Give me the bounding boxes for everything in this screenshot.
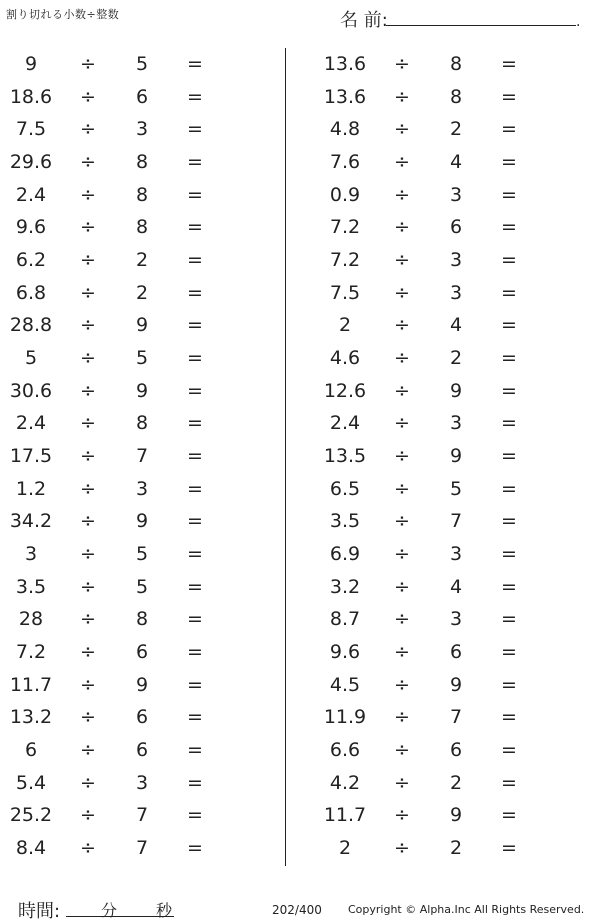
divisor: 6 <box>135 85 149 108</box>
dividend: 5.4 <box>15 771 47 794</box>
divisor: 2 <box>449 347 463 370</box>
divisor: 3 <box>135 771 149 794</box>
divide-sign: ÷ <box>80 771 96 794</box>
divisor: 5 <box>135 575 149 598</box>
dividend: 3.2 <box>329 575 361 598</box>
dividend: 7.5 <box>329 281 361 304</box>
divisor: 6 <box>135 641 149 664</box>
equals-sign: = <box>187 379 203 402</box>
divisor: 4 <box>449 575 463 598</box>
dividend: 11.7 <box>9 673 53 696</box>
equals-sign: = <box>501 804 517 827</box>
dividend: 28 <box>18 608 44 631</box>
divisor: 5 <box>135 543 149 566</box>
dividend: 6.5 <box>329 477 361 500</box>
equals-sign: = <box>501 281 517 304</box>
equals-sign: = <box>187 804 203 827</box>
equals-sign: = <box>187 477 203 500</box>
equals-sign: = <box>501 53 517 75</box>
dividend: 13.6 <box>323 85 367 108</box>
divide-sign: ÷ <box>80 379 96 402</box>
equals-sign: = <box>187 575 203 598</box>
divide-sign: ÷ <box>394 575 410 598</box>
dividend: 9.6 <box>15 216 47 239</box>
dividend: 3.5 <box>15 575 47 598</box>
equals-sign: = <box>501 118 517 141</box>
equals-sign: = <box>187 771 203 794</box>
divide-sign: ÷ <box>394 183 410 206</box>
equals-sign: = <box>501 673 517 696</box>
divide-sign: ÷ <box>80 608 96 631</box>
divide-sign: ÷ <box>394 641 410 664</box>
worksheet-title: 割り切れる小数÷整数 <box>6 8 120 21</box>
divide-sign: ÷ <box>394 445 410 468</box>
equals-sign: = <box>187 706 203 729</box>
dividend: 3 <box>24 543 38 566</box>
equals-sign: = <box>187 837 203 860</box>
divide-sign: ÷ <box>394 771 410 794</box>
divide-sign: ÷ <box>394 118 410 141</box>
dividend: 8.4 <box>15 837 47 860</box>
dividend: 28.8 <box>9 314 53 337</box>
divisor: 8 <box>135 216 149 239</box>
divide-sign: ÷ <box>80 183 96 206</box>
divisor: 9 <box>449 445 463 468</box>
divisor: 6 <box>449 216 463 239</box>
equals-sign: = <box>501 739 517 762</box>
divide-sign: ÷ <box>394 477 410 500</box>
dividend: 7.2 <box>15 641 47 664</box>
divisor: 3 <box>135 477 149 500</box>
dividend: 6.6 <box>329 739 361 762</box>
dividend: 4.6 <box>329 347 361 370</box>
dividend: 2.4 <box>329 412 361 435</box>
dividend: 2.4 <box>15 183 47 206</box>
seconds-label: 秒 <box>156 901 173 920</box>
dividend: 8.7 <box>329 608 361 631</box>
divisor: 8 <box>135 151 149 174</box>
dividend: 25.2 <box>9 804 53 827</box>
divisor: 6 <box>135 739 149 762</box>
divide-sign: ÷ <box>394 837 410 860</box>
divide-sign: ÷ <box>394 53 410 75</box>
dividend: 34.2 <box>9 510 53 533</box>
equals-sign: = <box>501 85 517 108</box>
dividend: 7.2 <box>329 249 361 272</box>
dividend: 11.9 <box>323 706 367 729</box>
dividend: 9 <box>24 53 38 75</box>
equals-sign: = <box>501 837 517 860</box>
column-divider <box>285 48 286 866</box>
divisor: 3 <box>449 249 463 272</box>
divisor: 8 <box>449 53 463 75</box>
divide-sign: ÷ <box>394 216 410 239</box>
divide-sign: ÷ <box>394 608 410 631</box>
divide-sign: ÷ <box>80 347 96 370</box>
divisor: 2 <box>449 837 463 860</box>
minutes-label: 分 <box>101 901 118 920</box>
divisor: 8 <box>135 183 149 206</box>
equals-sign: = <box>187 445 203 468</box>
divide-sign: ÷ <box>80 118 96 141</box>
dividend: 0.9 <box>329 183 361 206</box>
divisor: 9 <box>449 379 463 402</box>
divide-sign: ÷ <box>394 314 410 337</box>
equals-sign: = <box>501 706 517 729</box>
equals-sign: = <box>187 281 203 304</box>
divisor: 6 <box>449 641 463 664</box>
divisor: 3 <box>449 183 463 206</box>
equals-sign: = <box>187 85 203 108</box>
divisor: 7 <box>135 837 149 860</box>
divisor: 9 <box>135 379 149 402</box>
divide-sign: ÷ <box>394 804 410 827</box>
divisor: 8 <box>135 412 149 435</box>
dividend: 7.2 <box>329 216 361 239</box>
equals-sign: = <box>187 347 203 370</box>
dividend: 17.5 <box>9 445 53 468</box>
divisor: 7 <box>135 804 149 827</box>
divide-sign: ÷ <box>80 151 96 174</box>
divisor: 6 <box>449 739 463 762</box>
equals-sign: = <box>501 347 517 370</box>
dividend: 12.6 <box>323 379 367 402</box>
divide-sign: ÷ <box>394 673 410 696</box>
equals-sign: = <box>501 249 517 272</box>
equals-sign: = <box>501 183 517 206</box>
divisor: 2 <box>135 281 149 304</box>
equals-sign: = <box>501 771 517 794</box>
divisor: 3 <box>449 281 463 304</box>
divisor: 5 <box>135 53 149 75</box>
dividend: 11.7 <box>323 804 367 827</box>
page-number: 202/400 <box>272 903 322 917</box>
dividend: 29.6 <box>9 151 53 174</box>
divide-sign: ÷ <box>394 281 410 304</box>
divisor: 9 <box>449 673 463 696</box>
equals-sign: = <box>501 543 517 566</box>
divide-sign: ÷ <box>80 412 96 435</box>
divide-sign: ÷ <box>80 510 96 533</box>
divisor: 9 <box>135 510 149 533</box>
dividend: 2.4 <box>15 412 47 435</box>
equals-sign: = <box>187 216 203 239</box>
name-label: 名 前: <box>340 10 388 31</box>
divide-sign: ÷ <box>394 151 410 174</box>
dividend: 9.6 <box>329 641 361 664</box>
divide-sign: ÷ <box>80 477 96 500</box>
divisor: 2 <box>449 118 463 141</box>
equals-sign: = <box>187 510 203 533</box>
equals-sign: = <box>187 183 203 206</box>
divisor: 4 <box>449 314 463 337</box>
divide-sign: ÷ <box>394 85 410 108</box>
divide-sign: ÷ <box>80 673 96 696</box>
divide-sign: ÷ <box>394 347 410 370</box>
dividend: 30.6 <box>9 379 53 402</box>
name-end-dot: . <box>576 14 581 30</box>
equals-sign: = <box>187 673 203 696</box>
divisor: 2 <box>135 249 149 272</box>
divide-sign: ÷ <box>394 379 410 402</box>
divide-sign: ÷ <box>80 575 96 598</box>
equals-sign: = <box>501 445 517 468</box>
dividend: 4.2 <box>329 771 361 794</box>
equals-sign: = <box>187 608 203 631</box>
divisor: 7 <box>449 706 463 729</box>
dividend: 1.2 <box>15 477 47 500</box>
divide-sign: ÷ <box>80 249 96 272</box>
dividend: 4.8 <box>329 118 361 141</box>
equals-sign: = <box>501 314 517 337</box>
equals-sign: = <box>187 641 203 664</box>
divide-sign: ÷ <box>80 739 96 762</box>
divisor: 2 <box>449 771 463 794</box>
dividend: 2 <box>338 314 352 337</box>
divisor: 3 <box>449 543 463 566</box>
divide-sign: ÷ <box>80 216 96 239</box>
equals-sign: = <box>501 412 517 435</box>
equals-sign: = <box>187 249 203 272</box>
dividend: 18.6 <box>9 85 53 108</box>
equals-sign: = <box>187 53 203 75</box>
divisor: 3 <box>135 118 149 141</box>
divide-sign: ÷ <box>80 804 96 827</box>
divisor: 6 <box>135 706 149 729</box>
dividend: 13.2 <box>9 706 53 729</box>
dividend: 6.8 <box>15 281 47 304</box>
divisor: 7 <box>135 445 149 468</box>
divide-sign: ÷ <box>80 706 96 729</box>
equals-sign: = <box>501 608 517 631</box>
divide-sign: ÷ <box>80 445 96 468</box>
divide-sign: ÷ <box>80 85 96 108</box>
dividend: 6.2 <box>15 249 47 272</box>
divide-sign: ÷ <box>80 641 96 664</box>
equals-sign: = <box>501 510 517 533</box>
equals-sign: = <box>501 477 517 500</box>
divisor: 3 <box>449 608 463 631</box>
equals-sign: = <box>187 543 203 566</box>
time-label: 時間: <box>18 901 61 922</box>
divide-sign: ÷ <box>394 543 410 566</box>
name-field-line[interactable] <box>386 25 576 26</box>
equals-sign: = <box>187 118 203 141</box>
dividend: 7.5 <box>15 118 47 141</box>
dividend: 6.9 <box>329 543 361 566</box>
divisor: 9 <box>135 314 149 337</box>
divide-sign: ÷ <box>394 249 410 272</box>
equals-sign: = <box>501 575 517 598</box>
dividend: 7.6 <box>329 151 361 174</box>
divide-sign: ÷ <box>394 510 410 533</box>
divide-sign: ÷ <box>394 412 410 435</box>
divide-sign: ÷ <box>80 314 96 337</box>
divisor: 7 <box>449 510 463 533</box>
divisor: 8 <box>449 85 463 108</box>
divide-sign: ÷ <box>80 53 96 75</box>
equals-sign: = <box>501 379 517 402</box>
equals-sign: = <box>187 412 203 435</box>
dividend: 13.6 <box>323 53 367 75</box>
equals-sign: = <box>501 216 517 239</box>
divide-sign: ÷ <box>394 706 410 729</box>
divisor: 9 <box>449 804 463 827</box>
equals-sign: = <box>187 739 203 762</box>
dividend: 4.5 <box>329 673 361 696</box>
dividend: 2 <box>338 837 352 860</box>
divide-sign: ÷ <box>394 739 410 762</box>
equals-sign: = <box>187 314 203 337</box>
dividend: 3.5 <box>329 510 361 533</box>
divisor: 5 <box>135 347 149 370</box>
equals-sign: = <box>187 151 203 174</box>
divide-sign: ÷ <box>80 837 96 860</box>
dividend: 5 <box>24 347 38 370</box>
divisor: 4 <box>449 151 463 174</box>
dividend: 13.5 <box>323 445 367 468</box>
equals-sign: = <box>501 151 517 174</box>
divide-sign: ÷ <box>80 281 96 304</box>
dividend: 6 <box>24 739 38 762</box>
divide-sign: ÷ <box>80 543 96 566</box>
divisor: 5 <box>449 477 463 500</box>
copyright-notice: Copyright © Alpha.Inc All Rights Reserved. <box>348 903 585 916</box>
equals-sign: = <box>501 641 517 664</box>
divisor: 8 <box>135 608 149 631</box>
divisor: 3 <box>449 412 463 435</box>
divisor: 9 <box>135 673 149 696</box>
